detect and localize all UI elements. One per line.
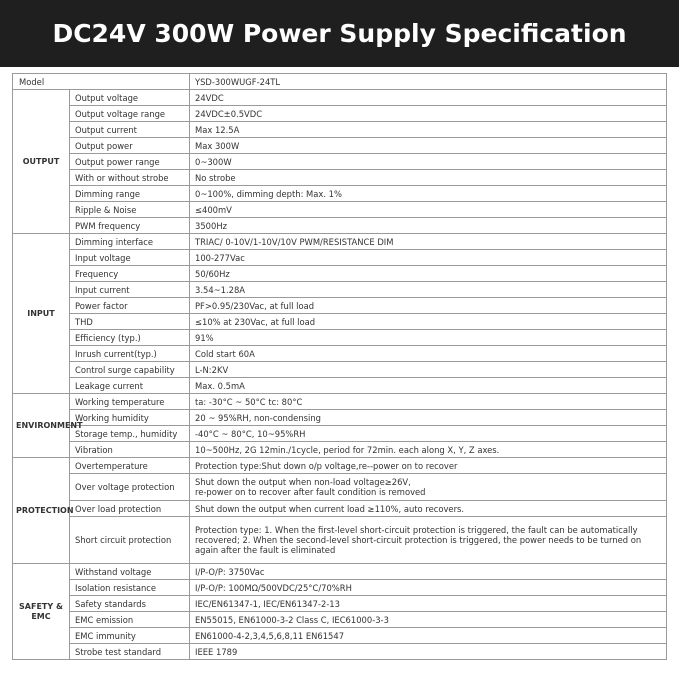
model-label: Model bbox=[13, 74, 190, 90]
spec-row bbox=[13, 266, 667, 282]
spec-row bbox=[13, 186, 667, 202]
spec-row bbox=[13, 410, 667, 426]
parameter-name: Control surge capability bbox=[70, 362, 190, 378]
parameter-value: I/P-O/P: 100MΩ/500VDC/25°C/70%RH bbox=[190, 580, 667, 596]
parameter-name: Isolation resistance bbox=[70, 580, 190, 596]
section-label bbox=[13, 90, 70, 234]
parameter-value: ≤10% at 230Vac, at full load bbox=[190, 314, 667, 330]
section-label bbox=[13, 234, 70, 394]
parameter-name: Over voltage protection bbox=[70, 474, 190, 501]
spec-row bbox=[13, 106, 667, 122]
parameter-name: Dimming range bbox=[70, 186, 190, 202]
spec-row bbox=[13, 378, 667, 394]
page-title: DC24V 300W Power Supply Specification bbox=[52, 19, 627, 48]
parameter-value: 10~500Hz, 2G 12min./1cycle, period for 72min. each along X, Y, Z axes. bbox=[190, 442, 667, 458]
parameter-name: Working humidity bbox=[70, 410, 190, 426]
parameter-name: Vibration bbox=[70, 442, 190, 458]
parameter-value: ta: -30°C ~ 50°C tc: 80°C bbox=[190, 394, 667, 410]
parameter-value: 24VDC bbox=[190, 90, 667, 106]
parameter-name: Input current bbox=[70, 282, 190, 298]
spec-row bbox=[13, 628, 667, 644]
parameter-name: Over load protection bbox=[70, 501, 190, 517]
parameter-name: Input voltage bbox=[70, 250, 190, 266]
parameter-name: With or without strobe bbox=[70, 170, 190, 186]
parameter-name: Overtemperature bbox=[70, 458, 190, 474]
parameter-name: Frequency bbox=[70, 266, 190, 282]
parameter-name: Output voltage range bbox=[70, 106, 190, 122]
spec-row bbox=[13, 564, 667, 580]
section-label-text: OUTPUT bbox=[22, 156, 60, 166]
section-label-text: INPUT bbox=[27, 308, 55, 318]
parameter-value: EN61000-4-2,3,4,5,6,8,11 EN61547 bbox=[190, 628, 667, 644]
spec-row bbox=[13, 218, 667, 234]
spec-row bbox=[13, 580, 667, 596]
parameter-name: Short circuit protection bbox=[70, 517, 190, 564]
parameter-name: THD bbox=[70, 314, 190, 330]
parameter-value: 3.54~1.28A bbox=[190, 282, 667, 298]
parameter-name: Leakage current bbox=[70, 378, 190, 394]
parameter-value: Protection type: 1. When the first-level short-circuit protection is triggered, the fault can be automatically recovered; 2. When the second-level short-circuit protection is triggered, the power needs to be turned on again after the fault is eliminated bbox=[190, 517, 667, 564]
parameter-value: 50/60Hz bbox=[190, 266, 667, 282]
parameter-name: EMC immunity bbox=[70, 628, 190, 644]
parameter-name: Output power bbox=[70, 138, 190, 154]
section-label bbox=[13, 458, 74, 564]
spec-table bbox=[12, 73, 667, 660]
spec-row bbox=[13, 501, 667, 517]
parameter-value: EN55015, EN61000-3-2 Class C, IEC61000-3-3 bbox=[190, 612, 667, 628]
parameter-value: 0~100%, dimming depth: Max. 1% bbox=[190, 186, 667, 202]
parameter-name: Output voltage bbox=[70, 90, 190, 106]
spec-row bbox=[13, 234, 667, 250]
parameter-value: I/P-O/P: 3750Vac bbox=[190, 564, 667, 580]
parameter-value: Protection type:Shut down o/p voltage,re--power on to recover bbox=[190, 458, 667, 474]
spec-row bbox=[13, 330, 667, 346]
spec-row bbox=[13, 282, 667, 298]
parameter-value: IEC/EN61347-1, IEC/EN61347-2-13 bbox=[190, 596, 667, 612]
spec-row bbox=[13, 474, 667, 501]
parameter-value: TRIAC/ 0-10V/1-10V/10V PWM/RESISTANCE DIM bbox=[190, 234, 667, 250]
parameter-value: Max 12.5A bbox=[190, 122, 667, 138]
model-value: YSD-300WUGF-24TL bbox=[190, 74, 667, 90]
parameter-value: 24VDC±0.5VDC bbox=[190, 106, 667, 122]
parameter-value: L-N:2KV bbox=[190, 362, 667, 378]
parameter-name: Safety standards bbox=[70, 596, 190, 612]
model-row bbox=[13, 74, 667, 90]
parameter-name: Storage temp., humidity bbox=[70, 426, 190, 442]
spec-row bbox=[13, 442, 667, 458]
section-label-text: PROTECTION bbox=[16, 505, 74, 515]
parameter-name: Output current bbox=[70, 122, 190, 138]
parameter-name: PWM frequency bbox=[70, 218, 190, 234]
spec-row bbox=[13, 458, 667, 474]
spec-row bbox=[13, 314, 667, 330]
parameter-value: Cold start 60A bbox=[190, 346, 667, 362]
parameter-value: Max. 0.5mA bbox=[190, 378, 667, 394]
parameter-value: Shut down the output when current load ≥110%, auto recovers. bbox=[190, 501, 667, 517]
spec-row bbox=[13, 517, 667, 564]
spec-row bbox=[13, 154, 667, 170]
spec-row bbox=[13, 298, 667, 314]
parameter-value: Max 300W bbox=[190, 138, 667, 154]
parameter-name: Efficiency (typ.) bbox=[70, 330, 190, 346]
parameter-value: IEEE 1789 bbox=[190, 644, 667, 660]
parameter-name: Withstand voltage bbox=[70, 564, 190, 580]
parameter-value: Shut down the output when non-load voltage≥26V, re-power on to recover after fault condition is removed bbox=[190, 474, 667, 501]
parameter-value: -40°C ~ 80°C, 10~95%RH bbox=[190, 426, 667, 442]
spec-row bbox=[13, 644, 667, 660]
spec-row bbox=[13, 612, 667, 628]
spec-row bbox=[13, 394, 667, 410]
spec-row bbox=[13, 170, 667, 186]
spec-row bbox=[13, 426, 667, 442]
parameter-value: No strobe bbox=[190, 170, 667, 186]
parameter-name: Dimming interface bbox=[70, 234, 190, 250]
parameter-value: 0~300W bbox=[190, 154, 667, 170]
spec-row bbox=[13, 596, 667, 612]
parameter-name: EMC emission bbox=[70, 612, 190, 628]
spec-row bbox=[13, 250, 667, 266]
spec-row bbox=[13, 362, 667, 378]
spec-row bbox=[13, 202, 667, 218]
title-banner bbox=[0, 0, 679, 67]
parameter-name: Working temperature bbox=[70, 394, 190, 410]
parameter-value: 3500Hz bbox=[190, 218, 667, 234]
parameter-name: Output power range bbox=[70, 154, 190, 170]
parameter-value: 20 ~ 95%RH, non-condensing bbox=[190, 410, 667, 426]
section-label-text: ENVIRONMENT bbox=[16, 420, 83, 430]
parameter-value: PF>0.95/230Vac, at full load bbox=[190, 298, 667, 314]
parameter-value: 91% bbox=[190, 330, 667, 346]
spec-row bbox=[13, 90, 667, 106]
section-label bbox=[13, 394, 83, 458]
parameter-name: Power factor bbox=[70, 298, 190, 314]
spec-row bbox=[13, 138, 667, 154]
parameter-name: Ripple & Noise bbox=[70, 202, 190, 218]
section-label-text: SAFETY & EMC bbox=[19, 601, 63, 621]
parameter-name: Strobe test standard bbox=[70, 644, 190, 660]
parameter-value: ≤400mV bbox=[190, 202, 667, 218]
spec-row bbox=[13, 346, 667, 362]
spec-row bbox=[13, 122, 667, 138]
parameter-value: 100-277Vac bbox=[190, 250, 667, 266]
parameter-name: Inrush current(typ.) bbox=[70, 346, 190, 362]
section-label bbox=[13, 564, 70, 660]
